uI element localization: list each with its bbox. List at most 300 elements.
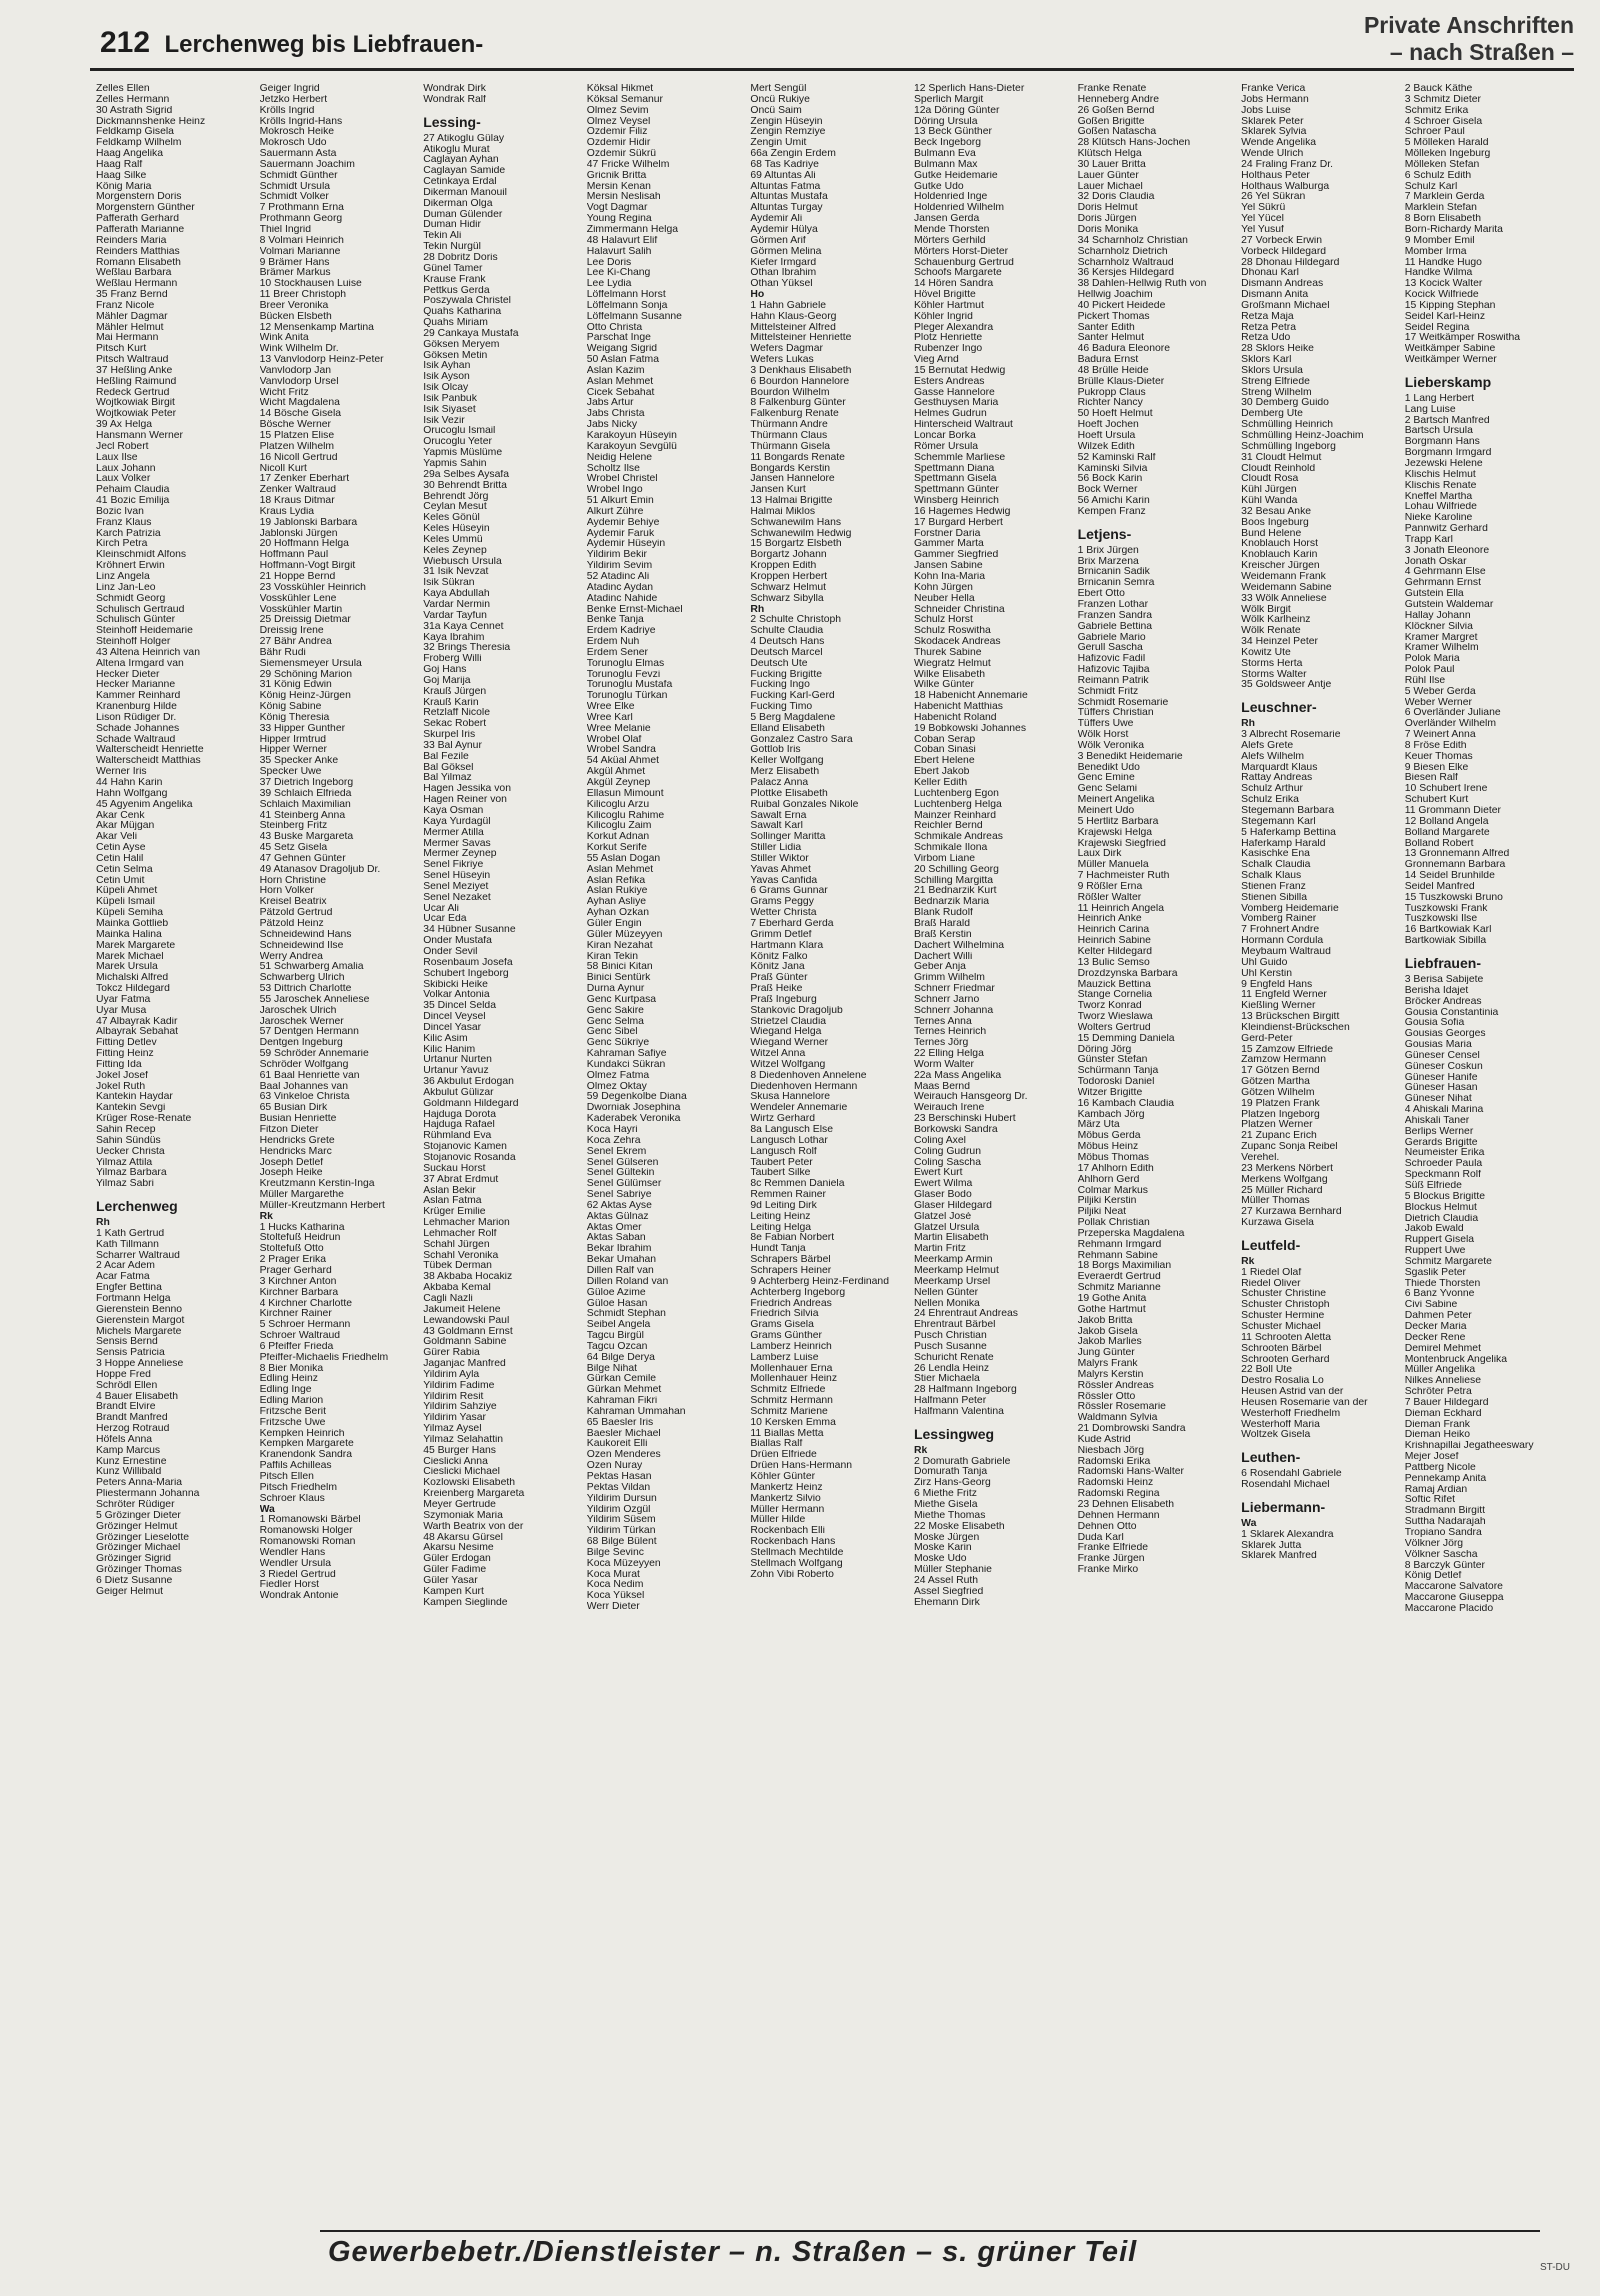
resident-entry: Schilling Margitta — [913, 875, 994, 886]
resident-entry: Pollak Christian — [1077, 1218, 1150, 1229]
resident-entry: Müller Thomas — [1241, 1196, 1310, 1207]
resident-entry: Lohau Wilfriede — [1404, 502, 1477, 513]
resident-entry: Drüen Elfriede — [750, 1450, 817, 1461]
resident-entry: 22 Elling Helga — [913, 1049, 984, 1060]
resident-entry: Mölleken Stefan — [1404, 159, 1480, 170]
resident-entry: 6 Rosendahl Gabriele — [1241, 1469, 1342, 1480]
resident-entry: 4 Deutsch Hans — [750, 637, 825, 648]
resident-entry: Süß Elfriede — [1404, 1181, 1462, 1191]
resident-entry: 15 Zamzow Elfriede — [1241, 1044, 1333, 1055]
footer-rule — [320, 2230, 1540, 2232]
resident-entry: Jakumeit Helene — [423, 1304, 501, 1315]
resident-entry: Prager Gerhard — [259, 1265, 332, 1276]
resident-entry: Gürkan Cemile — [586, 1374, 657, 1385]
resident-entry: Rühmland Eva — [423, 1131, 492, 1142]
resident-entry: Lauer Günter — [1077, 170, 1139, 181]
resident-entry: 12 Sperlich Hans-Dieter — [913, 84, 1025, 94]
resident-entry: 51 Schwarberg Amalia — [259, 962, 364, 973]
resident-entry: Retza Petra — [1241, 322, 1297, 333]
resident-entry: Stellmach Wolfgang — [750, 1558, 843, 1569]
resident-entry: Gottlob Iris — [750, 745, 801, 756]
resident-entry: 6 Schulz Edith — [1404, 170, 1472, 181]
resident-entry: Schrapers Bärbel — [750, 1255, 831, 1266]
resident-entry: Montenbruck Angelika — [1404, 1354, 1507, 1365]
resident-entry: Rössler Andreas — [1077, 1380, 1154, 1391]
resident-entry: 13 Bulic Semso — [1077, 957, 1150, 968]
resident-entry: Tokcz Hildegard — [96, 984, 170, 995]
resident-entry: Laux Ilse — [96, 452, 138, 463]
resident-entry: 8a Langusch Else — [750, 1125, 833, 1135]
resident-entry: Storms Herta — [1241, 658, 1303, 669]
resident-entry: Malyrs Frank — [1077, 1359, 1138, 1370]
resident-entry: Braß Kerstin — [913, 929, 972, 940]
resident-entry: Kreisel Beatrix — [259, 897, 327, 908]
resident-entry: Müller-Kreutzmann Herbert — [259, 1200, 385, 1211]
resident-entry: Jakob Marlies — [1077, 1337, 1142, 1348]
resident-entry: Gousias Georges — [1404, 1029, 1486, 1040]
resident-entry: Grözinger Thomas — [96, 1565, 182, 1576]
resident-entry: Benke Ernst-Michael — [586, 604, 683, 615]
resident-entry: 61 Baal Henriette van — [259, 1070, 360, 1081]
resident-entry: Schnerr Jarno — [913, 994, 980, 1005]
resident-entry: Maas Bernd — [913, 1081, 970, 1092]
resident-entry: König Detlef — [1404, 1571, 1462, 1582]
resident-entry: Falkenburg Renate — [750, 409, 839, 420]
resident-entry: 36 Akbulut Erdogan — [423, 1077, 514, 1088]
resident-entry: Platzen Ingeborg — [1241, 1109, 1320, 1120]
resident-entry: Vardar Tayfun — [423, 610, 487, 621]
resident-entry: Jokel Ruth — [96, 1081, 146, 1092]
page-code: ST-DU — [1540, 2262, 1570, 2273]
resident-entry: Jecl Robert — [96, 441, 149, 452]
resident-entry: Genc Sakire — [586, 1005, 644, 1016]
resident-entry: Diedenhoven Hermann — [750, 1081, 858, 1092]
resident-entry: Jezewski Helene — [1404, 459, 1483, 469]
resident-entry: Mokrosch Udo — [259, 138, 327, 149]
resident-entry: 3 Benedikt Heidemarie — [1077, 751, 1183, 762]
resident-entry: Güloe Hasan — [586, 1298, 648, 1309]
resident-entry: Specker Uwe — [259, 767, 322, 778]
resident-entry: Kleinschmidt Alfons — [96, 550, 187, 561]
resident-entry: Kunz Willibald — [96, 1467, 162, 1478]
resident-entry: Doris Monika — [1077, 224, 1139, 235]
resident-entry: Großmann Michael — [1241, 300, 1330, 311]
resident-entry: Wicht Fritz — [259, 387, 309, 398]
resident-entry: Nicoll Kurt — [259, 463, 307, 474]
resident-entry: Rockenbach Hans — [750, 1537, 836, 1548]
resident-entry: Horn Christine — [259, 875, 327, 886]
resident-entry: Hecker Marianne — [96, 680, 176, 691]
resident-entry: Bund Helene — [1241, 528, 1302, 539]
resident-entry: 28 Klütsch Hans-Jochen — [1077, 138, 1191, 149]
resident-entry: 28 Halfmann Ingeborg — [913, 1385, 1017, 1396]
resident-entry: Horn Volker — [259, 886, 314, 897]
resident-entry: Weber Werner — [1404, 697, 1472, 708]
resident-entry: Colmar Markus — [1077, 1185, 1148, 1196]
resident-entry: Wölk Karlheinz — [1241, 615, 1311, 626]
resident-entry: Gabriele Bettina — [1077, 621, 1153, 632]
resident-entry: Krajewski Siegfried — [1077, 838, 1166, 849]
resident-entry: Sauermann Joachim — [259, 159, 355, 170]
resident-entry: Vomberg Heidemarie — [1241, 903, 1339, 914]
resident-entry: Kempken Heinrich — [259, 1428, 345, 1439]
resident-entry: Urtanur Yavuz — [423, 1066, 489, 1077]
resident-entry: Güler Fadime — [423, 1565, 487, 1576]
resident-entry: Möbus Gerda — [1077, 1131, 1141, 1142]
resident-entry: Schulz Erika — [1241, 795, 1299, 806]
resident-entry: Yilmaz Barbara — [96, 1168, 167, 1179]
resident-entry: Merz Elisabeth — [750, 767, 820, 778]
resident-entry: 31 Cloudt Helmut — [1241, 452, 1322, 463]
resident-entry: 5 Berg Magdalene — [750, 712, 836, 723]
resident-entry: Stiller Wiktor — [750, 853, 809, 864]
resident-entry: 1 Hahn Gabriele — [750, 300, 827, 311]
resident-entry: 7 Prothmann Erna — [259, 203, 344, 214]
resident-entry: Karakoyun Sevgülü — [586, 441, 677, 452]
resident-entry: Luchtenberg Helga — [913, 799, 1002, 810]
resident-entry: Lamberz Luise — [750, 1352, 819, 1363]
resident-entry: Tekin Ali — [423, 231, 462, 242]
resident-entry: Bulmann Max — [913, 159, 978, 170]
resident-entry: Schmülling Heinz-Joachim — [1241, 431, 1364, 441]
resident-entry: Lee Lydia — [586, 279, 632, 290]
resident-entry: 26 Yel Sükran — [1241, 192, 1306, 203]
resident-entry: Pafferath Gerhard — [96, 214, 179, 225]
resident-entry: Isik Olcay — [423, 383, 469, 394]
resident-entry: 6 Bourdon Hannelore — [750, 376, 850, 387]
resident-entry: Kohn Jürgen — [913, 582, 973, 593]
resident-entry: 3 Denkhaus Elisabeth — [750, 365, 852, 376]
resident-entry: Dentgen Ingeburg — [259, 1038, 343, 1049]
resident-entry: Waldmann Sylvia — [1077, 1413, 1158, 1424]
resident-entry: Engfer Bettina — [96, 1283, 162, 1294]
resident-entry: Kantekin Haydar — [96, 1092, 173, 1103]
resident-entry: Özdemir Sükrü — [586, 149, 657, 160]
resident-entry: Orucoglu Ismail — [423, 426, 496, 437]
resident-entry: Isik Sükran — [423, 578, 475, 589]
resident-entry: Schwarz Helmut — [750, 582, 827, 593]
resident-entry: 32 Besau Anke — [1241, 506, 1312, 517]
resident-entry: Fitting Detlev — [96, 1038, 157, 1049]
resident-entry: Mankertz Heinz — [750, 1482, 823, 1493]
resident-entry: Hendricks Marc — [259, 1146, 332, 1157]
resident-entry: 9 Rößler Erna — [1077, 881, 1143, 892]
resident-entry: 1 Riedel Olaf — [1241, 1267, 1302, 1278]
resident-entry: Ucar Eda — [423, 914, 467, 925]
resident-entry: Keles Ümmü — [423, 534, 483, 545]
resident-entry: Bähr Rudi — [259, 647, 306, 658]
resident-entry: 1 Brix Jürgen — [1077, 545, 1139, 556]
resident-entry: Wilke Günter — [913, 680, 975, 691]
resident-entry: Brnicanin Semra — [1077, 578, 1155, 589]
resident-entry: Schulz Roswitha — [913, 626, 991, 637]
resident-entry: Mainzer Reinhard — [913, 810, 996, 821]
resident-entry: Keles Gönül — [423, 513, 480, 524]
resident-entry: Stange Cornelia — [1077, 990, 1153, 1001]
resident-entry: Glatzel José — [913, 1211, 972, 1222]
resident-entry: Aktas Saban — [586, 1233, 646, 1244]
resident-entry: Müller Hermann — [750, 1504, 825, 1515]
resident-entry: Maccarone Giuseppa — [1404, 1593, 1504, 1604]
resident-entry: Senel Hüseyin — [423, 871, 491, 882]
resident-entry: 2 Domurath Gabriele — [913, 1456, 1011, 1467]
resident-entry: Virbom Liane — [913, 853, 976, 864]
resident-entry: Özen Menderes — [586, 1450, 661, 1461]
resident-entry: Sgaslik Peter — [1404, 1267, 1466, 1278]
resident-entry: 25 Dreissig Dietmar — [259, 615, 351, 626]
resident-entry: 33 Hipper Gunther — [259, 723, 346, 734]
resident-entry: Schuster Hermine — [1241, 1311, 1325, 1322]
resident-entry: 51 Alkurt Emin — [586, 496, 654, 507]
resident-entry: 31 König Edwin — [259, 680, 332, 691]
resident-entry: Spettmann Günter — [913, 485, 999, 496]
resident-entry: Pusch Susanne — [913, 1341, 987, 1352]
resident-entry: Behrendt Jörg — [423, 491, 489, 502]
resident-entry: Kirchner Rainer — [259, 1309, 332, 1320]
resident-entry: Platzen Werner — [1241, 1120, 1313, 1131]
resident-entry: Güneser Coskun — [1404, 1061, 1483, 1072]
resident-entry: 10 Kersken Emma — [750, 1417, 836, 1428]
resident-entry: 34 Heinzel Peter — [1241, 637, 1318, 648]
listing-column — [419, 84, 583, 2224]
resident-entry: Bozic Ivan — [96, 506, 144, 517]
resident-entry: 27 Kurzawa Bernhard — [1241, 1207, 1342, 1218]
resident-entry: Yilmaz Selahattin — [423, 1434, 504, 1445]
resident-entry: Klütsch Helga — [1077, 149, 1142, 160]
resident-entry: 41 Steinberg Anna — [259, 810, 346, 821]
resident-entry: 54 Aküal Ahmet — [586, 756, 659, 767]
resident-entry: Zamzow Hermann — [1241, 1055, 1327, 1066]
resident-entry: 5 Hertlitz Barbara — [1077, 816, 1159, 827]
resident-entry: 39 Schlaich Elfrieda — [259, 788, 352, 799]
resident-entry: Zimmermann Helga — [586, 224, 679, 235]
resident-entry: 18 Kraus Ditmar — [259, 496, 335, 507]
resident-entry: 25 Müller Richard — [1241, 1185, 1323, 1196]
resident-entry: Önder Mustafa — [423, 936, 492, 947]
resident-entry: Schmidt Stephan — [586, 1309, 666, 1320]
resident-entry: Kramer Wilhelm — [1404, 643, 1479, 654]
resident-entry: März Uta — [1077, 1120, 1120, 1131]
resident-entry: Ellasun Mimount — [586, 788, 664, 799]
resident-entry: Ewert Kurt — [913, 1168, 963, 1179]
resident-entry: Bock Werner — [1077, 485, 1138, 496]
resident-entry: Kaya Osman — [423, 806, 484, 816]
resident-entry: Holthaus Walburga — [1241, 181, 1330, 192]
resident-entry: Westerhoff Maria — [1241, 1419, 1320, 1430]
resident-entry: Pickert Thomas — [1077, 311, 1150, 322]
resident-entry: Niesbach Jörg — [1077, 1445, 1144, 1456]
resident-entry: Langusch Lothar — [750, 1135, 828, 1146]
resident-entry: Bolland Margarete — [1404, 827, 1490, 838]
resident-entry: Kambach Jörg — [1077, 1109, 1145, 1120]
resident-entry: Glatzel Ursula — [913, 1222, 980, 1233]
resident-entry: Müller Margarethe — [259, 1190, 344, 1201]
resident-entry: Yel Yücel — [1241, 214, 1284, 225]
resident-entry: 7 Frohnert Andre — [1241, 925, 1320, 936]
resident-entry: Löffelmann Susanne — [586, 311, 682, 322]
resident-entry: Holdenried Inge — [913, 192, 988, 203]
resident-entry: Köhler Ingrid — [913, 311, 973, 322]
resident-entry: Kiran Tekin — [586, 951, 638, 962]
resident-entry: Hoffmann Paul — [259, 550, 329, 561]
resident-entry: 15 Demming Daniela — [1077, 1033, 1175, 1044]
resident-entry: Romanowski Holger — [259, 1526, 353, 1537]
resident-entry: Knoblauch Karin — [1241, 550, 1318, 561]
resident-entry: Seidel Karl-Heinz — [1404, 311, 1486, 322]
resident-entry: Könitz Falko — [750, 951, 808, 962]
resident-entry: Gutstein Ella — [1404, 589, 1464, 600]
resident-entry: Goj Marija — [423, 675, 471, 686]
resident-entry: Luchtenberg Egon — [913, 788, 999, 799]
resident-entry: Wink Wilhelm Dr. — [259, 344, 339, 355]
resident-entry: Schmitz Margarete — [1404, 1256, 1492, 1267]
resident-entry: Wefers Lukas — [750, 355, 814, 366]
resident-entry: 11 Biallas Metta — [750, 1428, 824, 1439]
resident-entry: Urtanur Nurten — [423, 1055, 492, 1066]
resident-entry: 6 Pfeiffer Frieda — [259, 1341, 334, 1352]
resident-entry: Mokrosch Heike — [259, 127, 335, 138]
resident-entry: 21 Bednarzik Kurt — [913, 886, 997, 897]
resident-entry: Yapmis Müslüme — [423, 448, 503, 459]
resident-entry: 18 Borgs Maximilian — [1077, 1261, 1172, 1272]
resident-entry: Fitzon Dieter — [259, 1125, 319, 1135]
resident-entry: 22 Moske Elisabeth — [913, 1521, 1005, 1532]
resident-entry: Badura Ernst — [1077, 355, 1139, 366]
resident-entry: Brämer Markus — [259, 268, 331, 279]
resident-entry: 3 Albrecht Rosemarie — [1241, 730, 1341, 741]
resident-entry: 15 Bernutat Hedwig — [913, 365, 1006, 376]
resident-entry: Sklors Ursula — [1241, 365, 1303, 376]
resident-entry: Schmülling Heinrich — [1241, 420, 1333, 431]
resident-entry: Suckau Horst — [423, 1163, 486, 1174]
resident-entry: Jobs Luise — [1241, 105, 1291, 116]
resident-entry: 5 Mölleken Harald — [1404, 138, 1489, 149]
resident-entry: 5 Blockus Brigitte — [1404, 1191, 1486, 1202]
resident-entry: Knoblauch Horst — [1241, 539, 1318, 550]
resident-entry: Stojanovic Rosanda — [423, 1153, 516, 1163]
page-number: 212 — [100, 26, 151, 59]
resident-entry: Gasse Hannelore — [913, 387, 995, 398]
resident-entry: Torunoglu Fevzi — [586, 669, 661, 680]
resident-entry: Baesler Michael — [586, 1428, 661, 1439]
resident-entry: 16 Hagemes Hedwig — [913, 506, 1011, 517]
resident-entry: Suttha Nadarajah — [1404, 1517, 1486, 1528]
resident-entry: 19 Jablonski Barbara — [259, 517, 358, 528]
resident-entry: Hoeft Jochen — [1077, 420, 1139, 431]
resident-entry: Thürmann Gisela — [750, 441, 831, 452]
resident-entry: Everaerdt Gertrud — [1077, 1272, 1161, 1283]
resident-entry: Blockus Helmut — [1404, 1202, 1477, 1213]
resident-entry: Heßling Raimund — [96, 376, 177, 387]
resident-entry: Wrobel Ingo — [586, 485, 643, 496]
section-subtitle: – nach Straßen – — [1389, 39, 1574, 65]
resident-entry: Hahn Wolfgang — [96, 788, 168, 799]
resident-entry: Deutsch Marcel — [750, 647, 823, 658]
resident-entry: Küpeli Ismail — [96, 897, 155, 908]
resident-entry: Wende Ulrich — [1241, 149, 1304, 160]
resident-entry: Hajduga Dorota — [423, 1109, 496, 1120]
resident-entry: Hagen Jessika von — [423, 784, 511, 795]
resident-entry: Overländer Wilhelm — [1404, 719, 1496, 730]
resident-entry: Stier Michaela — [913, 1374, 980, 1385]
resident-entry: Wrobel Sandra — [586, 745, 656, 756]
resident-entry: Pettkus Gerda — [423, 285, 490, 296]
resident-entry: Erdem Nuh — [586, 637, 640, 648]
resident-entry: 11 Breer Christoph — [259, 290, 347, 301]
resident-entry: Thiede Thorsten — [1404, 1278, 1481, 1289]
resident-entry: Schuricht Renate — [913, 1352, 994, 1363]
resident-entry: Franz Nicole — [96, 300, 155, 311]
resident-entry: Spettmann Gisela — [913, 474, 997, 485]
resident-entry: Stoltefuß Otto — [259, 1244, 324, 1255]
resident-entry: Romanowski Roman — [259, 1537, 356, 1548]
resident-entry: 5 Haferkamp Bettina — [1241, 827, 1336, 838]
resident-entry: Skurpel Iris — [423, 730, 476, 741]
resident-entry: 8 Bier Monika — [259, 1363, 324, 1374]
resident-entry: 8 Diedenhoven Annelene — [750, 1070, 867, 1081]
resident-entry: Erdem Kadriye — [586, 626, 656, 637]
resident-entry: Schürmann Tanja — [1077, 1066, 1159, 1077]
street-heading: Letjens- — [1077, 525, 1132, 542]
resident-entry: Werry Andrea — [259, 951, 323, 962]
resident-entry: 27 Vorbeck Erwin — [1241, 235, 1323, 246]
resident-entry: 27 Bähr Andrea — [259, 637, 332, 648]
resident-entry: 32 Brings Theresia — [423, 643, 511, 654]
resident-entry: Miethe Thomas — [913, 1510, 986, 1521]
resident-entry: Piljiki Kerstin — [1077, 1196, 1137, 1207]
listing-columns — [92, 84, 1582, 2224]
resident-entry: Marek Margarete — [96, 940, 176, 951]
resident-entry: 4 Gehrmann Else — [1404, 567, 1486, 578]
resident-entry: Kirch Petra — [96, 539, 148, 550]
resident-entry: Güneser Hasan — [1404, 1083, 1478, 1094]
resident-entry: 13 Beck Günther — [913, 127, 992, 138]
resident-entry: Dworniak Josephina — [586, 1103, 681, 1114]
resident-entry: 5 Grözinger Dieter — [96, 1510, 181, 1521]
resident-entry: Pennekamp Anita — [1404, 1473, 1487, 1484]
resident-entry: Bösche Werner — [259, 420, 332, 431]
resident-entry: Mankertz Silvio — [750, 1493, 821, 1504]
resident-entry: Wondrak Antonie — [259, 1591, 339, 1602]
resident-entry: Grözinger Michael — [96, 1543, 181, 1554]
resident-entry: Lauer Michael — [1077, 181, 1143, 192]
resident-entry: Mejer Josef — [1404, 1452, 1459, 1463]
resident-entry: 47 Fricke Wilhelm — [586, 159, 670, 170]
resident-entry: Wiebusch Ursula — [423, 556, 502, 567]
resident-entry: Korkut Adnan — [586, 832, 650, 843]
resident-entry: Decker Rene — [1404, 1332, 1466, 1343]
resident-entry: Krauß Jürgen — [423, 686, 487, 697]
resident-entry: Wree Karl — [586, 712, 633, 723]
resident-entry: Yildirim Resit — [423, 1391, 484, 1402]
resident-entry: Cicek Sebahat — [586, 387, 655, 398]
resident-entry: Schnerr Friedmar — [913, 984, 995, 995]
resident-entry: Schubert Ingeborg — [423, 968, 509, 979]
resident-entry: Torunoglu Mustafa — [586, 680, 673, 691]
resident-entry: 8 Barczyk Günter — [1404, 1560, 1486, 1571]
resident-entry: Schrooten Gerhard — [1241, 1354, 1330, 1365]
resident-entry: Kowitz Ute — [1241, 647, 1291, 658]
resident-entry: Aslan Mehmet — [586, 864, 654, 875]
resident-entry: Yapmis Sahin — [423, 459, 487, 469]
resident-entry: Wiegratz Helmut — [913, 658, 991, 669]
resident-entry: Schmidt Georg — [96, 593, 166, 604]
resident-entry: 34 Hübner Susanne — [423, 925, 516, 936]
resident-entry: Görmen Arif — [750, 235, 806, 246]
resident-entry: Genc Sibel — [586, 1027, 638, 1038]
resident-entry: Weitkämper Werner — [1404, 355, 1497, 366]
resident-entry: Mert Sengül — [750, 84, 807, 94]
